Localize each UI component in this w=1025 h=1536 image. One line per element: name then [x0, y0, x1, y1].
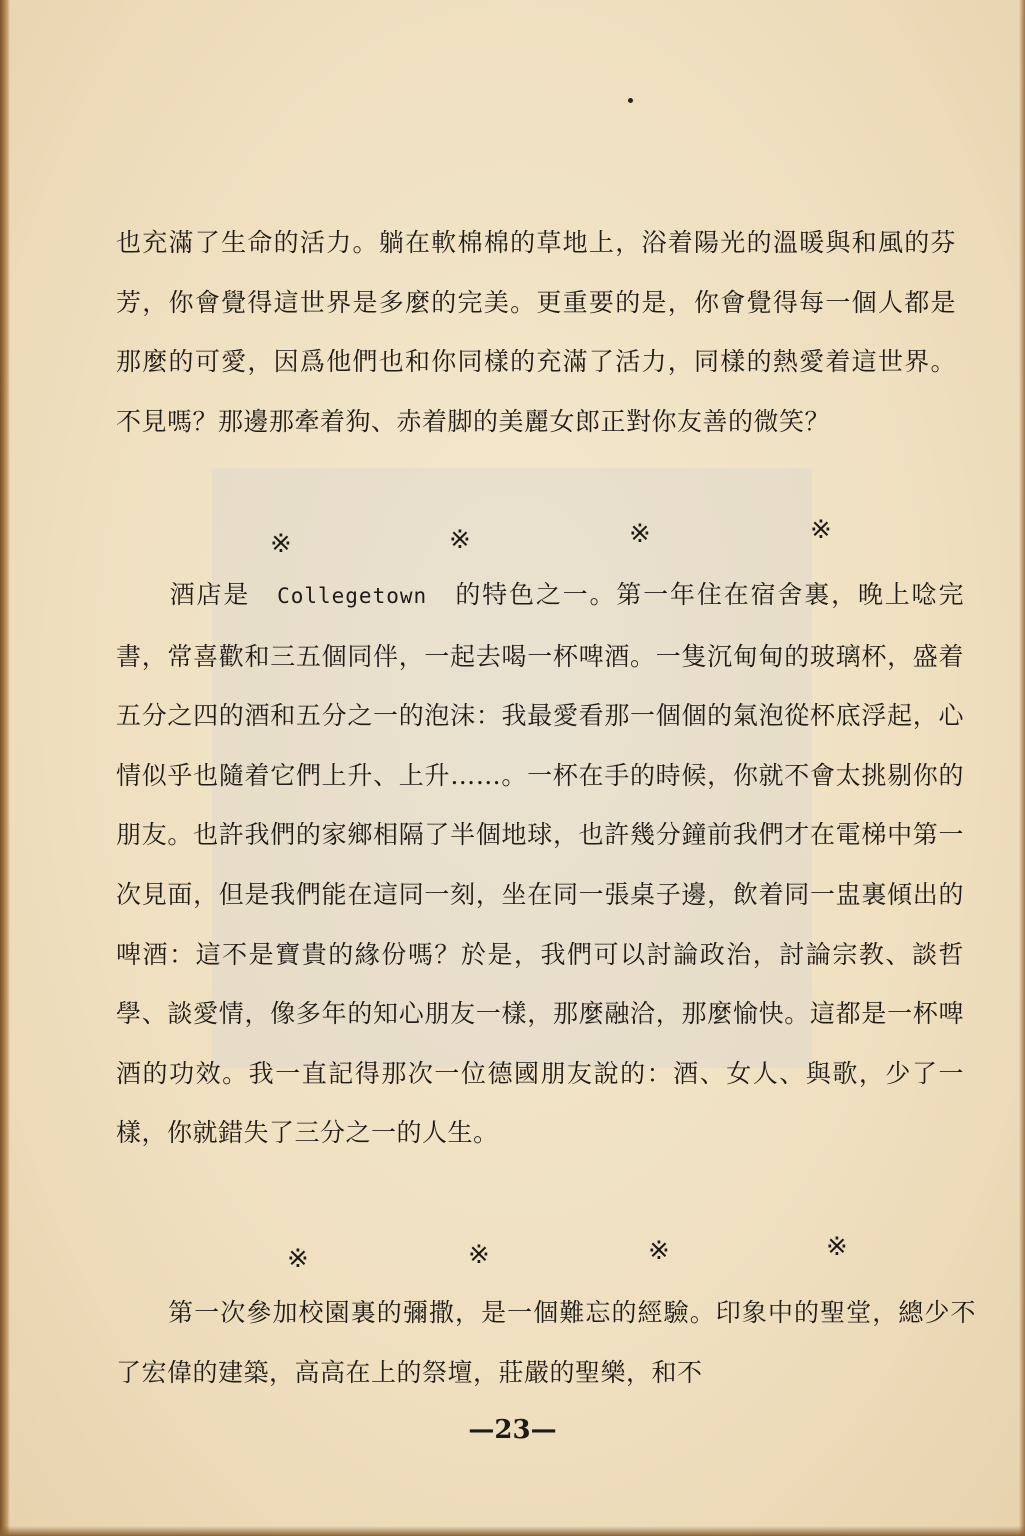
separator-mark: ※ [468, 1240, 490, 1270]
separator-mark: ※ [648, 1236, 670, 1266]
separator-mark: ※ [810, 515, 832, 545]
page-edge-bottom [0, 1526, 1025, 1536]
paragraph-3: 第一次參加校園裏的彌撒，是一個難忘的經驗。印象中的聖堂，總少不了宏偉的建築，高高在上的祭壇，莊嚴的聖樂，和不 [116, 1298, 976, 1387]
page-edge-right [1019, 0, 1025, 1536]
paragraph-1: 也充滿了生命的活力。躺在軟棉棉的草地上，浴着陽光的溫暖與和風的芬芳，你會覺得這世界是多麼的完美。更重要的是，你會覺得每一個人都是那麼的可愛，因爲他們也和你同樣的充滿了活力，同樣的熱愛着這世界。不見嗎？那邊那牽着狗、赤着脚的美麗女郎正對你友善的微笑？ [116, 228, 956, 436]
paragraph-2-start: 酒店是 [116, 580, 251, 609]
paragraph-2-rest: 的特色之一。第一年住在宿舍裏，晚上唸完書，常喜歡和三五個同伴，一起去喝一杯啤酒。一隻沉甸甸的玻璃杯，盛着五分之四的酒和五分之一的泡沫：我最愛看那一個個的氣泡從杯底浮起，心情似乎也隨着它們上升、上升……。一杯在手的時候，你就不會太挑剔你的朋友。也許我們的家鄉相隔了半個地球，也許幾分鐘前我們才在電梯中第一次見面，但是我們能在這同一刻，坐在同一張桌子邊，飲着同一盅裏傾出的啤酒：這不是寶貴的緣份嗎？於是，我們可以討論政治，討論宗教、談哲學、談愛情，像多年的知心朋友一樣，那麼融洽，那麼愉快。這都是一杯啤酒的功效。我一直記得那次一位德國朋友說的：酒、女人、與歌，少了一樣，你就錯失了三分之一的人生。 [116, 580, 964, 1148]
collegetown-term: Collegetown [277, 584, 428, 608]
page-edge-left [0, 0, 10, 1536]
paragraph-2 [116, 565, 964, 1163]
separator-mark: ※ [629, 519, 651, 549]
separator-mark: ※ [826, 1232, 848, 1262]
section-separator-1 [0, 515, 1025, 560]
section-separator-2 [0, 1232, 1025, 1275]
ink-speck [628, 98, 633, 103]
separator-mark: ※ [449, 525, 471, 555]
separator-mark: ※ [287, 1244, 309, 1274]
page-number: —23— [468, 1415, 557, 1445]
separator-mark: ※ [270, 529, 292, 559]
